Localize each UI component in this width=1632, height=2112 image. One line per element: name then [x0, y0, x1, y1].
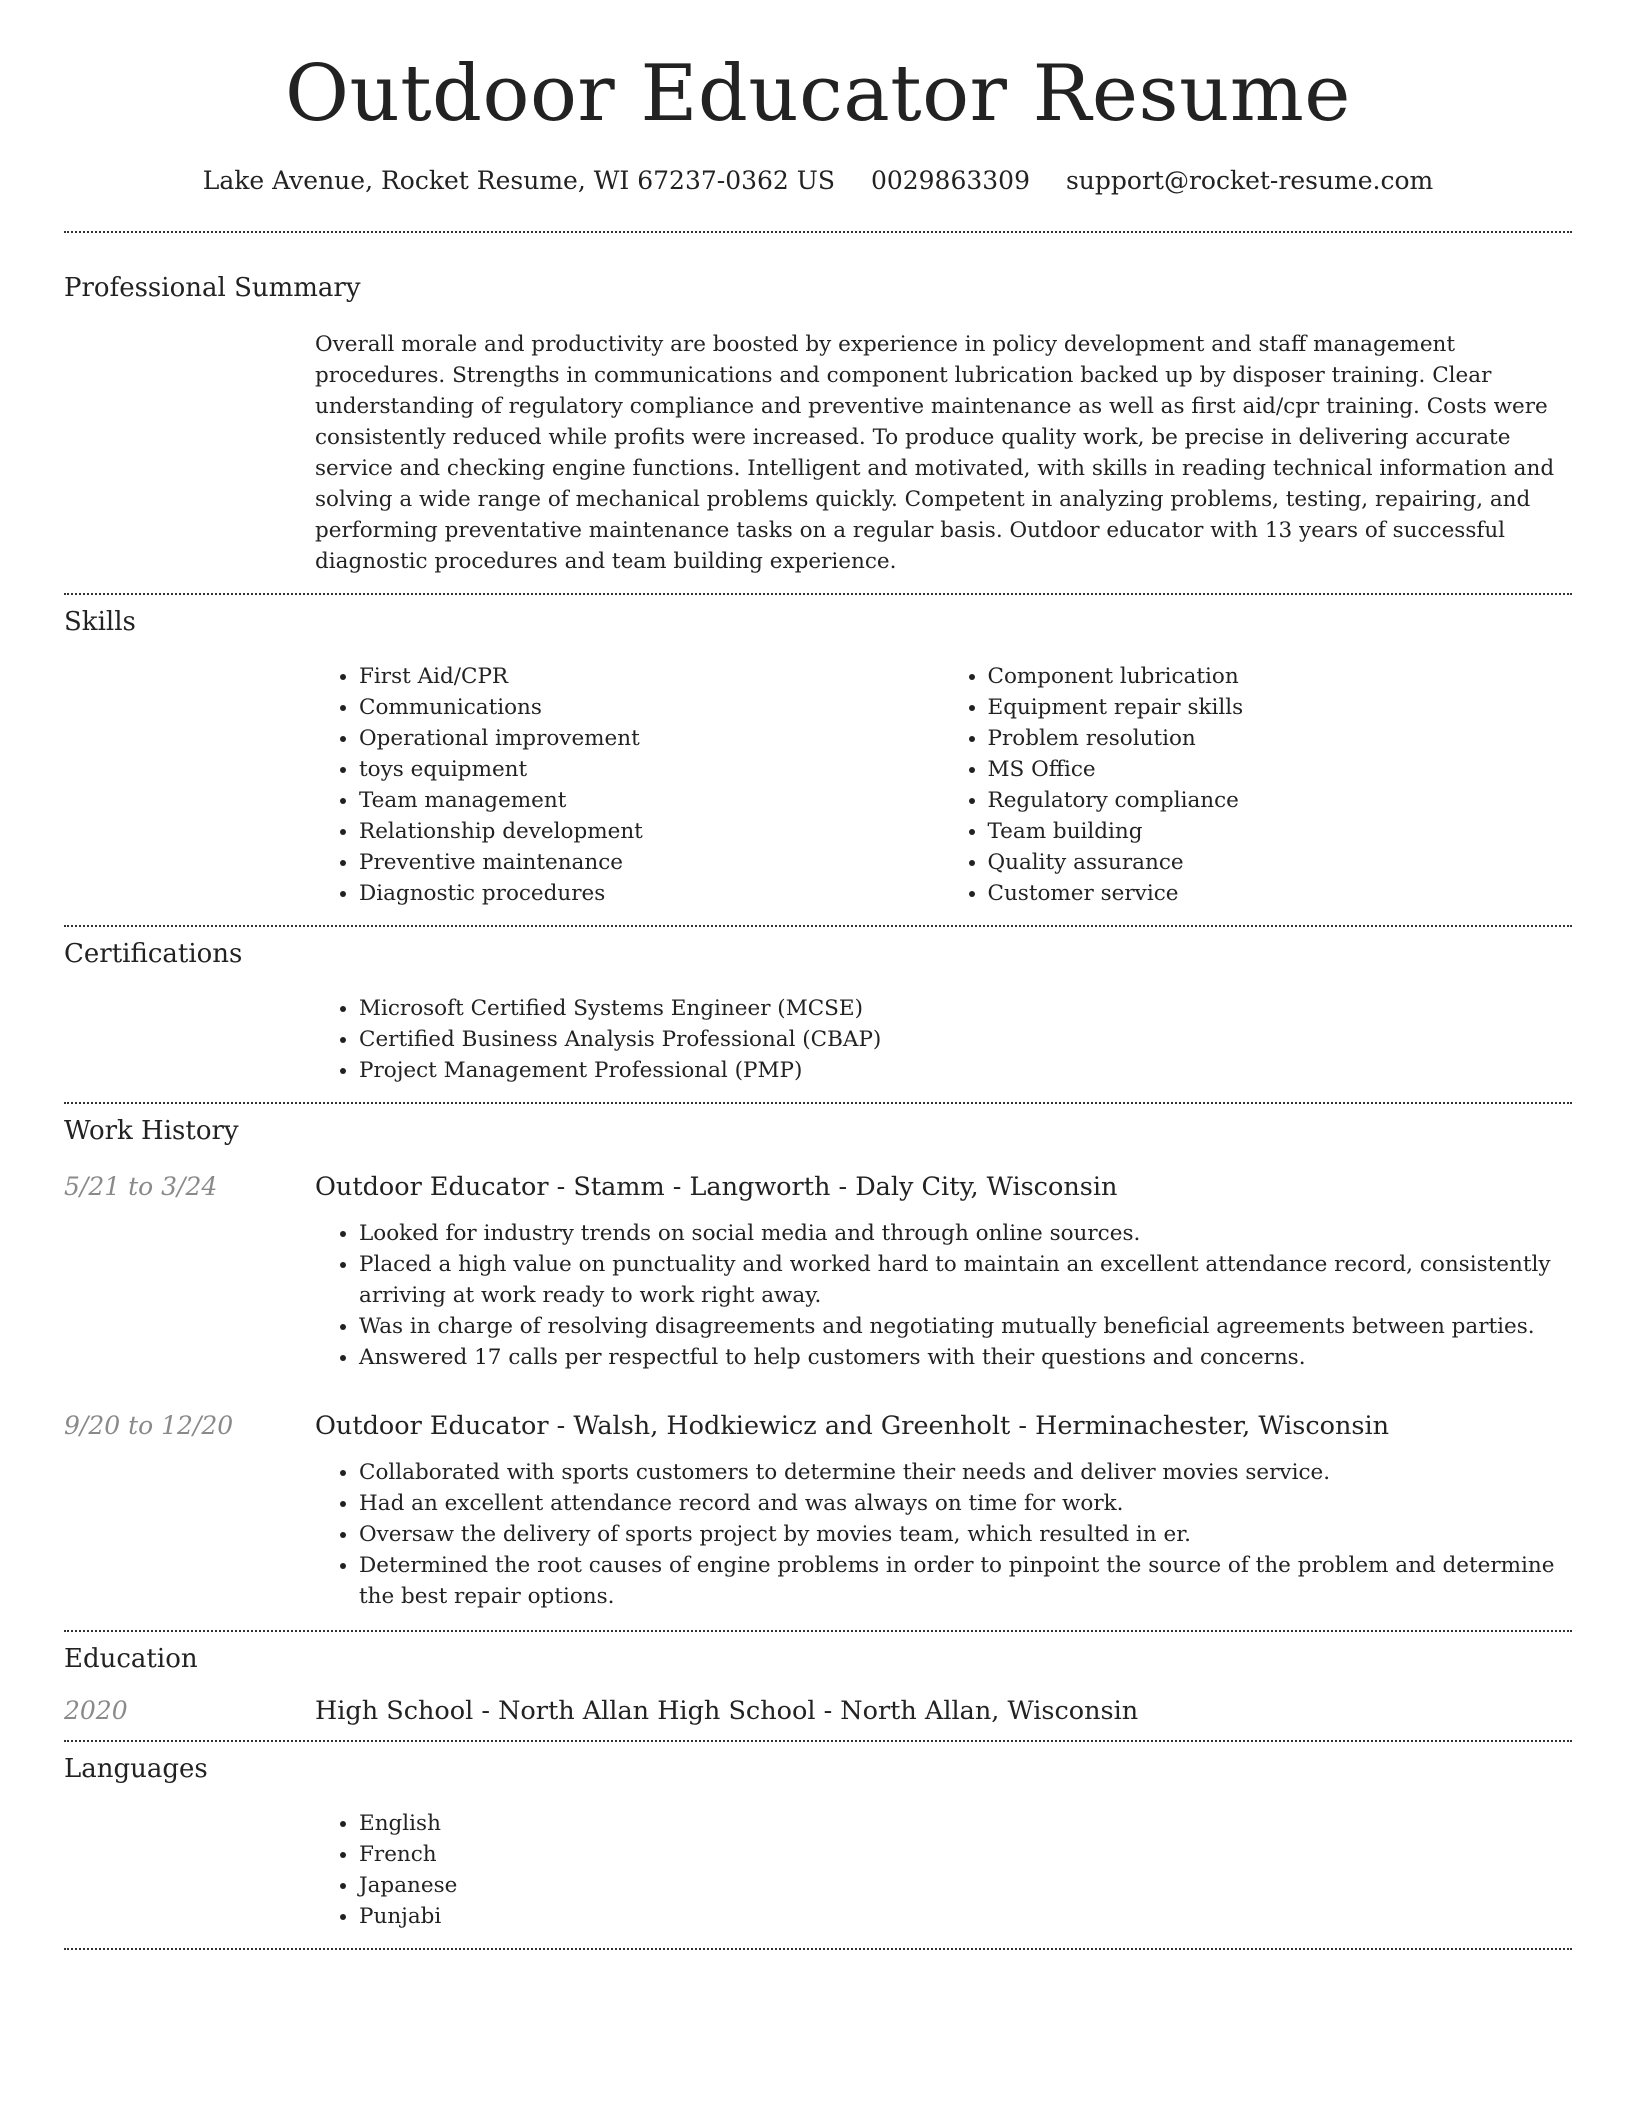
certification-item: • Microsoft Certified Systems Engineer (MCSE): [359, 993, 1572, 1024]
section-divider: [64, 593, 1572, 595]
education-entry: [64, 1696, 1572, 1726]
skill-item: • Regulatory compliance: [988, 785, 1573, 816]
skills-list-right: [944, 661, 1573, 909]
certifications-list: [315, 993, 1572, 1086]
contact-email: support@rocket-resume.com: [1065, 165, 1434, 195]
summary-body: [315, 329, 1572, 577]
skill-item: • Preventive maintenance: [359, 847, 944, 878]
resume-title: Outdoor Educator Resume: [285, 49, 1351, 139]
job-bullet: • Determined the root causes of engine problems in order to pinpoint the source of the problem and determine the best repair options.: [359, 1550, 1572, 1612]
job-entry: [64, 1411, 1572, 1612]
language-item: • Japanese: [359, 1870, 1572, 1901]
job-header: [64, 1172, 1572, 1202]
section-divider: [64, 231, 1572, 233]
skills-grid: [315, 661, 1572, 909]
section-divider: [64, 1630, 1572, 1632]
section-divider: [64, 1102, 1572, 1104]
language-item: • Punjabi: [359, 1901, 1572, 1932]
resume-page: [64, 0, 1572, 1950]
job-bullets: [315, 1218, 1572, 1373]
job-bullet: • Placed a high value on punctuality and worked hard to maintain an excellent attendance record, consistently arriving at work ready to work right away.: [359, 1249, 1572, 1311]
language-item: • French: [359, 1839, 1572, 1870]
skill-item: • Relationship development: [359, 816, 944, 847]
section-divider: [64, 1740, 1572, 1742]
summary-section: [64, 273, 1572, 577]
certification-item: • Certified Business Analysis Professional (CBAP): [359, 1024, 1572, 1055]
skill-item: • MS Office: [988, 754, 1573, 785]
languages-section: [64, 1754, 1572, 1932]
certifications-body: [315, 993, 1572, 1086]
skill-item: • Component lubrication: [988, 661, 1573, 692]
skills-heading: Skills: [64, 606, 136, 637]
education-date: 2020: [64, 1695, 128, 1725]
job-bullets: [315, 1457, 1572, 1612]
languages-body: [315, 1808, 1572, 1932]
job-date: 5/21 to 3/24: [64, 1171, 218, 1201]
skills-section: [64, 607, 1572, 909]
skill-item: • Team management: [359, 785, 944, 816]
summary-heading: Professional Summary: [64, 272, 361, 303]
section-divider: [64, 925, 1572, 927]
skill-item: • Customer service: [988, 878, 1573, 909]
education-heading: Education: [64, 1643, 198, 1674]
skill-item: • toys equipment: [359, 754, 944, 785]
contact-address: Lake Avenue, Rocket Resume, WI 67237-0362 US: [202, 165, 835, 195]
language-item: • English: [359, 1808, 1572, 1839]
work-section: [64, 1116, 1572, 1612]
job-entry: [64, 1172, 1572, 1373]
languages-list: [315, 1808, 1572, 1932]
job-date: 9/20 to 12/20: [64, 1410, 234, 1440]
job-bullet: • Answered 17 calls per respectful to help customers with their questions and concerns.: [359, 1342, 1572, 1373]
job-bullet: • Oversaw the delivery of sports project by movies team, which resulted in er.: [359, 1519, 1572, 1550]
job-title: Outdoor Educator - Stamm - Langworth - Daly City, Wisconsin: [315, 1171, 1118, 1202]
job-header: [64, 1411, 1572, 1441]
job-bullet: • Had an excellent attendance record and was always on time for work.: [359, 1488, 1572, 1519]
skill-item: • Communications: [359, 692, 944, 723]
job-bullet: • Collaborated with sports customers to determine their needs and deliver movies service.: [359, 1457, 1572, 1488]
skills-list-left: [315, 661, 944, 909]
summary-text: Overall morale and productivity are boosted by experience in policy development and staff management procedures. Strengths in communications and component lubrication backed up by disposer training. Clear understanding of regulatory compliance and preventive maintenance as well as first aid/cpr training. Costs were consistently reduced while profits were increased. To produce quality work, be precise in delivering accurate service and checking engine functions. Intelligent and motivated, with skills in reading technical information and solving a wide range of mechanical problems quickly. Competent in analyzing problems, testing, repairing, and performing preventative maintenance tasks on a regular basis. Outdoor educator with 13 years of successful diagnostic procedures and team building experience.: [315, 331, 1555, 574]
skill-item: • Operational improvement: [359, 723, 944, 754]
certifications-heading: Certifications: [64, 938, 243, 969]
skill-item: • Problem resolution: [988, 723, 1573, 754]
skill-item: • Diagnostic procedures: [359, 878, 944, 909]
skill-item: • Equipment repair skills: [988, 692, 1573, 723]
job-bullet: • Was in charge of resolving disagreements and negotiating mutually beneficial agreements between parties.: [359, 1311, 1572, 1342]
languages-heading: Languages: [64, 1753, 208, 1784]
skill-item: • First Aid/CPR: [359, 661, 944, 692]
section-divider: [64, 1948, 1572, 1950]
certification-item: • Project Management Professional (PMP): [359, 1055, 1572, 1086]
contact-phone: 0029863309: [870, 165, 1030, 195]
education-section: [64, 1644, 1572, 1726]
job-body: [315, 1457, 1572, 1612]
job-title: Outdoor Educator - Walsh, Hodkiewicz and Greenholt - Herminachester, Wisconsin: [315, 1410, 1390, 1441]
job-body: [315, 1218, 1572, 1373]
contact-line: [64, 166, 1572, 195]
work-heading: Work History: [64, 1115, 239, 1146]
skill-item: • Team building: [988, 816, 1573, 847]
education-title: High School - North Allan High School - North Allan, Wisconsin: [315, 1695, 1139, 1726]
job-bullet: • Looked for industry trends on social media and through online sources.: [359, 1218, 1572, 1249]
skill-item: • Quality assurance: [988, 847, 1573, 878]
certifications-section: [64, 939, 1572, 1086]
